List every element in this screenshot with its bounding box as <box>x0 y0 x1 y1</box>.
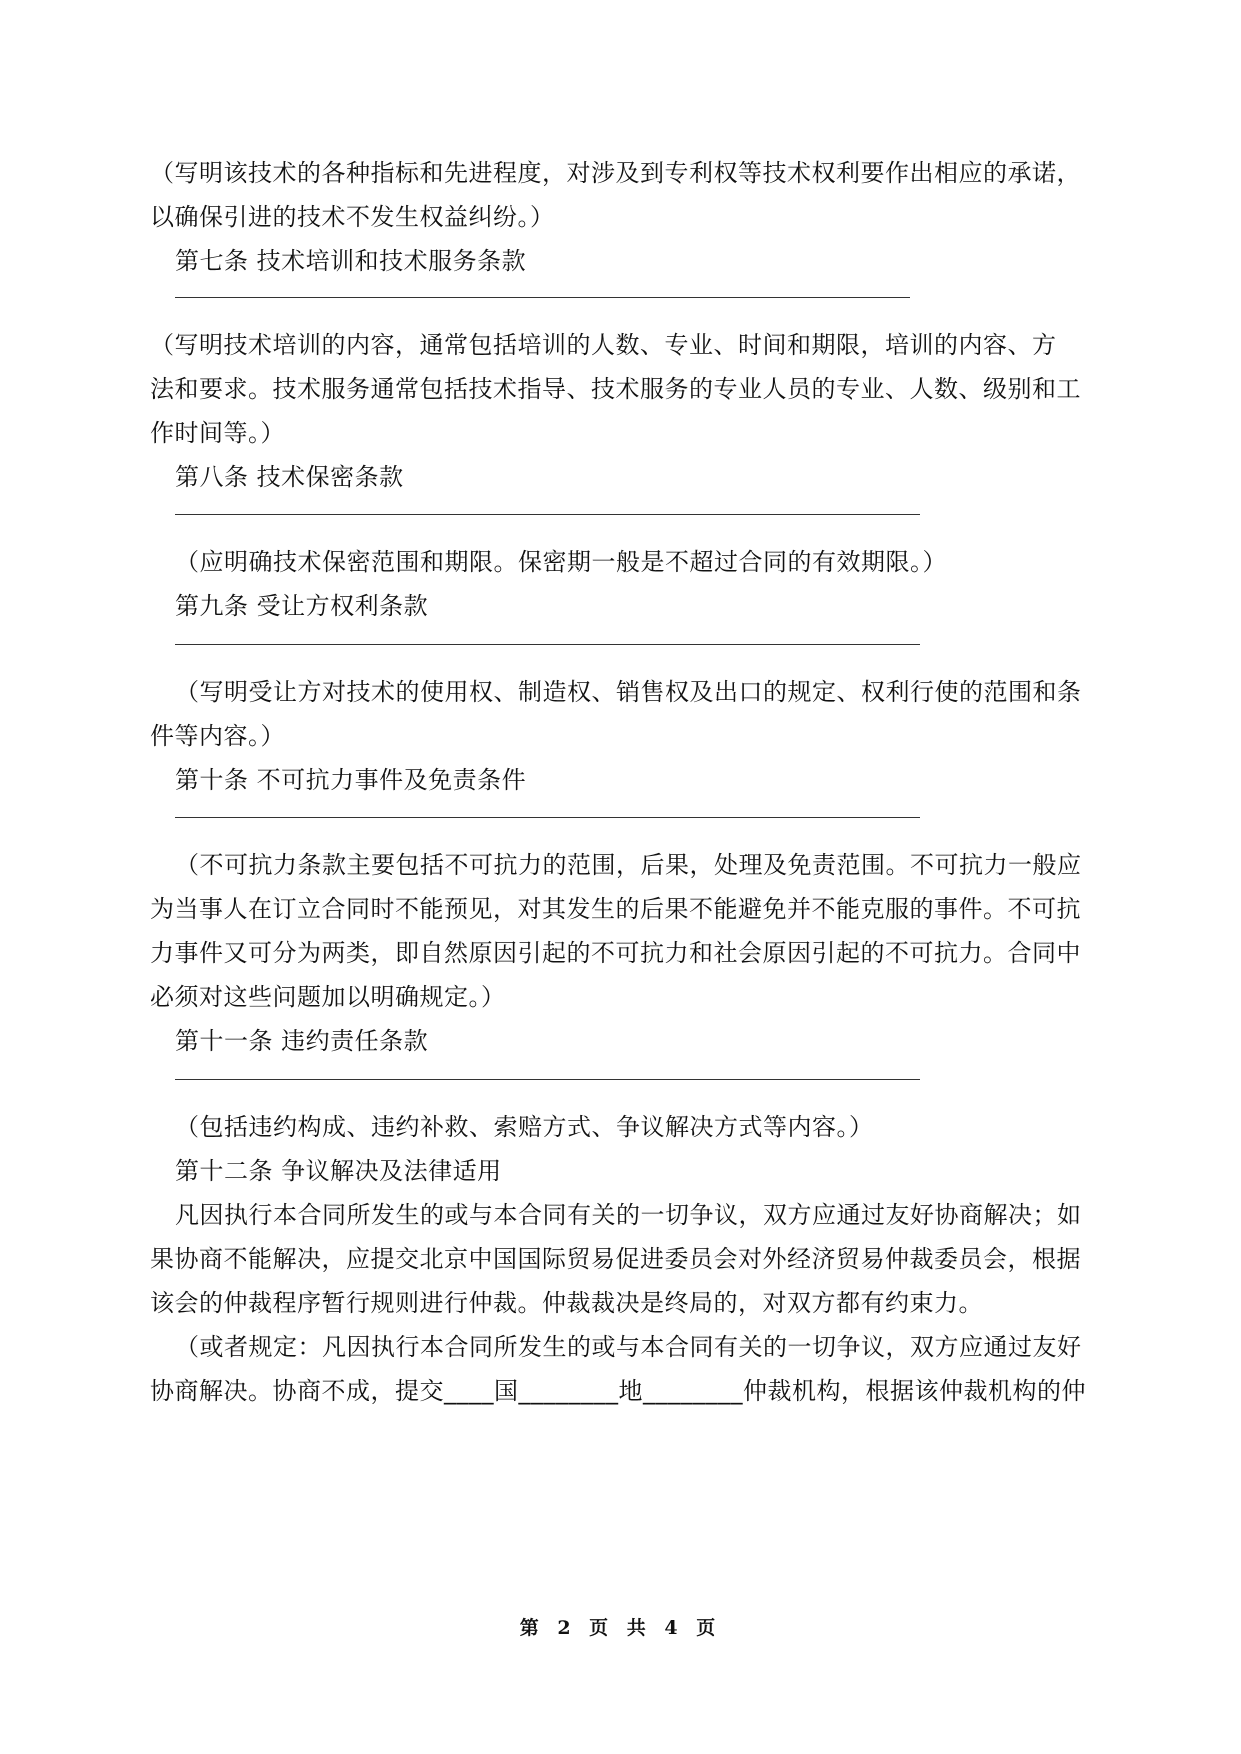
paragraph-line: 该会的仲裁程序暂行规则进行仲裁。仲裁裁决是终局的，对双方都有约束力。 <box>150 1289 983 1317</box>
paragraph-line: （写明技术培训的内容，通常包括培训的人数、专业、时间和期限，培训的内容、方 <box>150 331 1057 359</box>
paragraph-line: （或者规定：凡因执行本合同所发生的或与本合同有关的一切争议，双方应通过友好 <box>175 1333 1082 1361</box>
article-heading-11: 第十一条 违约责任条款 <box>175 1027 429 1055</box>
article-heading-8: 第八条 技术保密条款 <box>175 463 404 491</box>
paragraph-line: （不可抗力条款主要包括不可抗力的范围，后果，处理及免责范围。不可抗力一般应 <box>175 851 1082 879</box>
paragraph-line: 协商解决。协商不成，提交____国________地________仲裁机构，根据该仲裁机构的仲 <box>150 1377 1086 1405</box>
paragraph-line: 凡因执行本合同所发生的或与本合同有关的一切争议，双方应通过友好协商解决；如 <box>175 1201 1082 1229</box>
paragraph-line: 作时间等。） <box>150 419 285 447</box>
fill-in-line <box>175 297 910 298</box>
paragraph-line: （包括违约构成、违约补救、索赔方式、争议解决方式等内容。） <box>175 1113 874 1141</box>
paragraph-line: （应明确技术保密范围和期限。保密期一般是不超过合同的有效期限。） <box>175 548 947 576</box>
fill-in-line <box>175 644 920 645</box>
paragraph-line: 件等内容。） <box>150 722 285 750</box>
paragraph-line: 果协商不能解决，应提交北京中国国际贸易促进委员会对外经济贸易仲裁委员会，根据 <box>150 1245 1081 1273</box>
article-heading-7: 第七条 技术培训和技术服务条款 <box>175 247 527 275</box>
paragraph-line: 以确保引进的技术不发生权益纠纷。） <box>150 203 555 231</box>
paragraph-line: （写明该技术的各种指标和先进程度，对涉及到专利权等技术权利要作出相应的承诺， <box>150 159 1081 187</box>
paragraph-line: 法和要求。技术服务通常包括技术指导、技术服务的专业人员的专业、人数、级别和工 <box>150 375 1081 403</box>
fill-in-line <box>175 1079 920 1080</box>
fill-in-line <box>175 514 920 515</box>
article-heading-10: 第十条 不可抗力事件及免责条件 <box>175 766 527 794</box>
page-number-footer: 第 2 页 共 4 页 <box>519 1617 722 1639</box>
fill-in-line <box>175 817 920 818</box>
paragraph-line: 必须对这些问题加以明确规定。） <box>150 983 506 1011</box>
paragraph-line: 为当事人在订立合同时不能预见，对其发生的后果不能避免并不能克服的事件。不可抗 <box>150 895 1081 923</box>
article-heading-9: 第九条 受让方权利条款 <box>175 592 429 620</box>
paragraph-line: （写明受让方对技术的使用权、制造权、销售权及出口的规定、权利行使的范围和条 <box>175 678 1082 706</box>
article-heading-12: 第十二条 争议解决及法律适用 <box>175 1157 502 1185</box>
paragraph-line: 力事件又可分为两类，即自然原因引起的不可抗力和社会原因引起的不可抗力。合同中 <box>150 939 1081 967</box>
